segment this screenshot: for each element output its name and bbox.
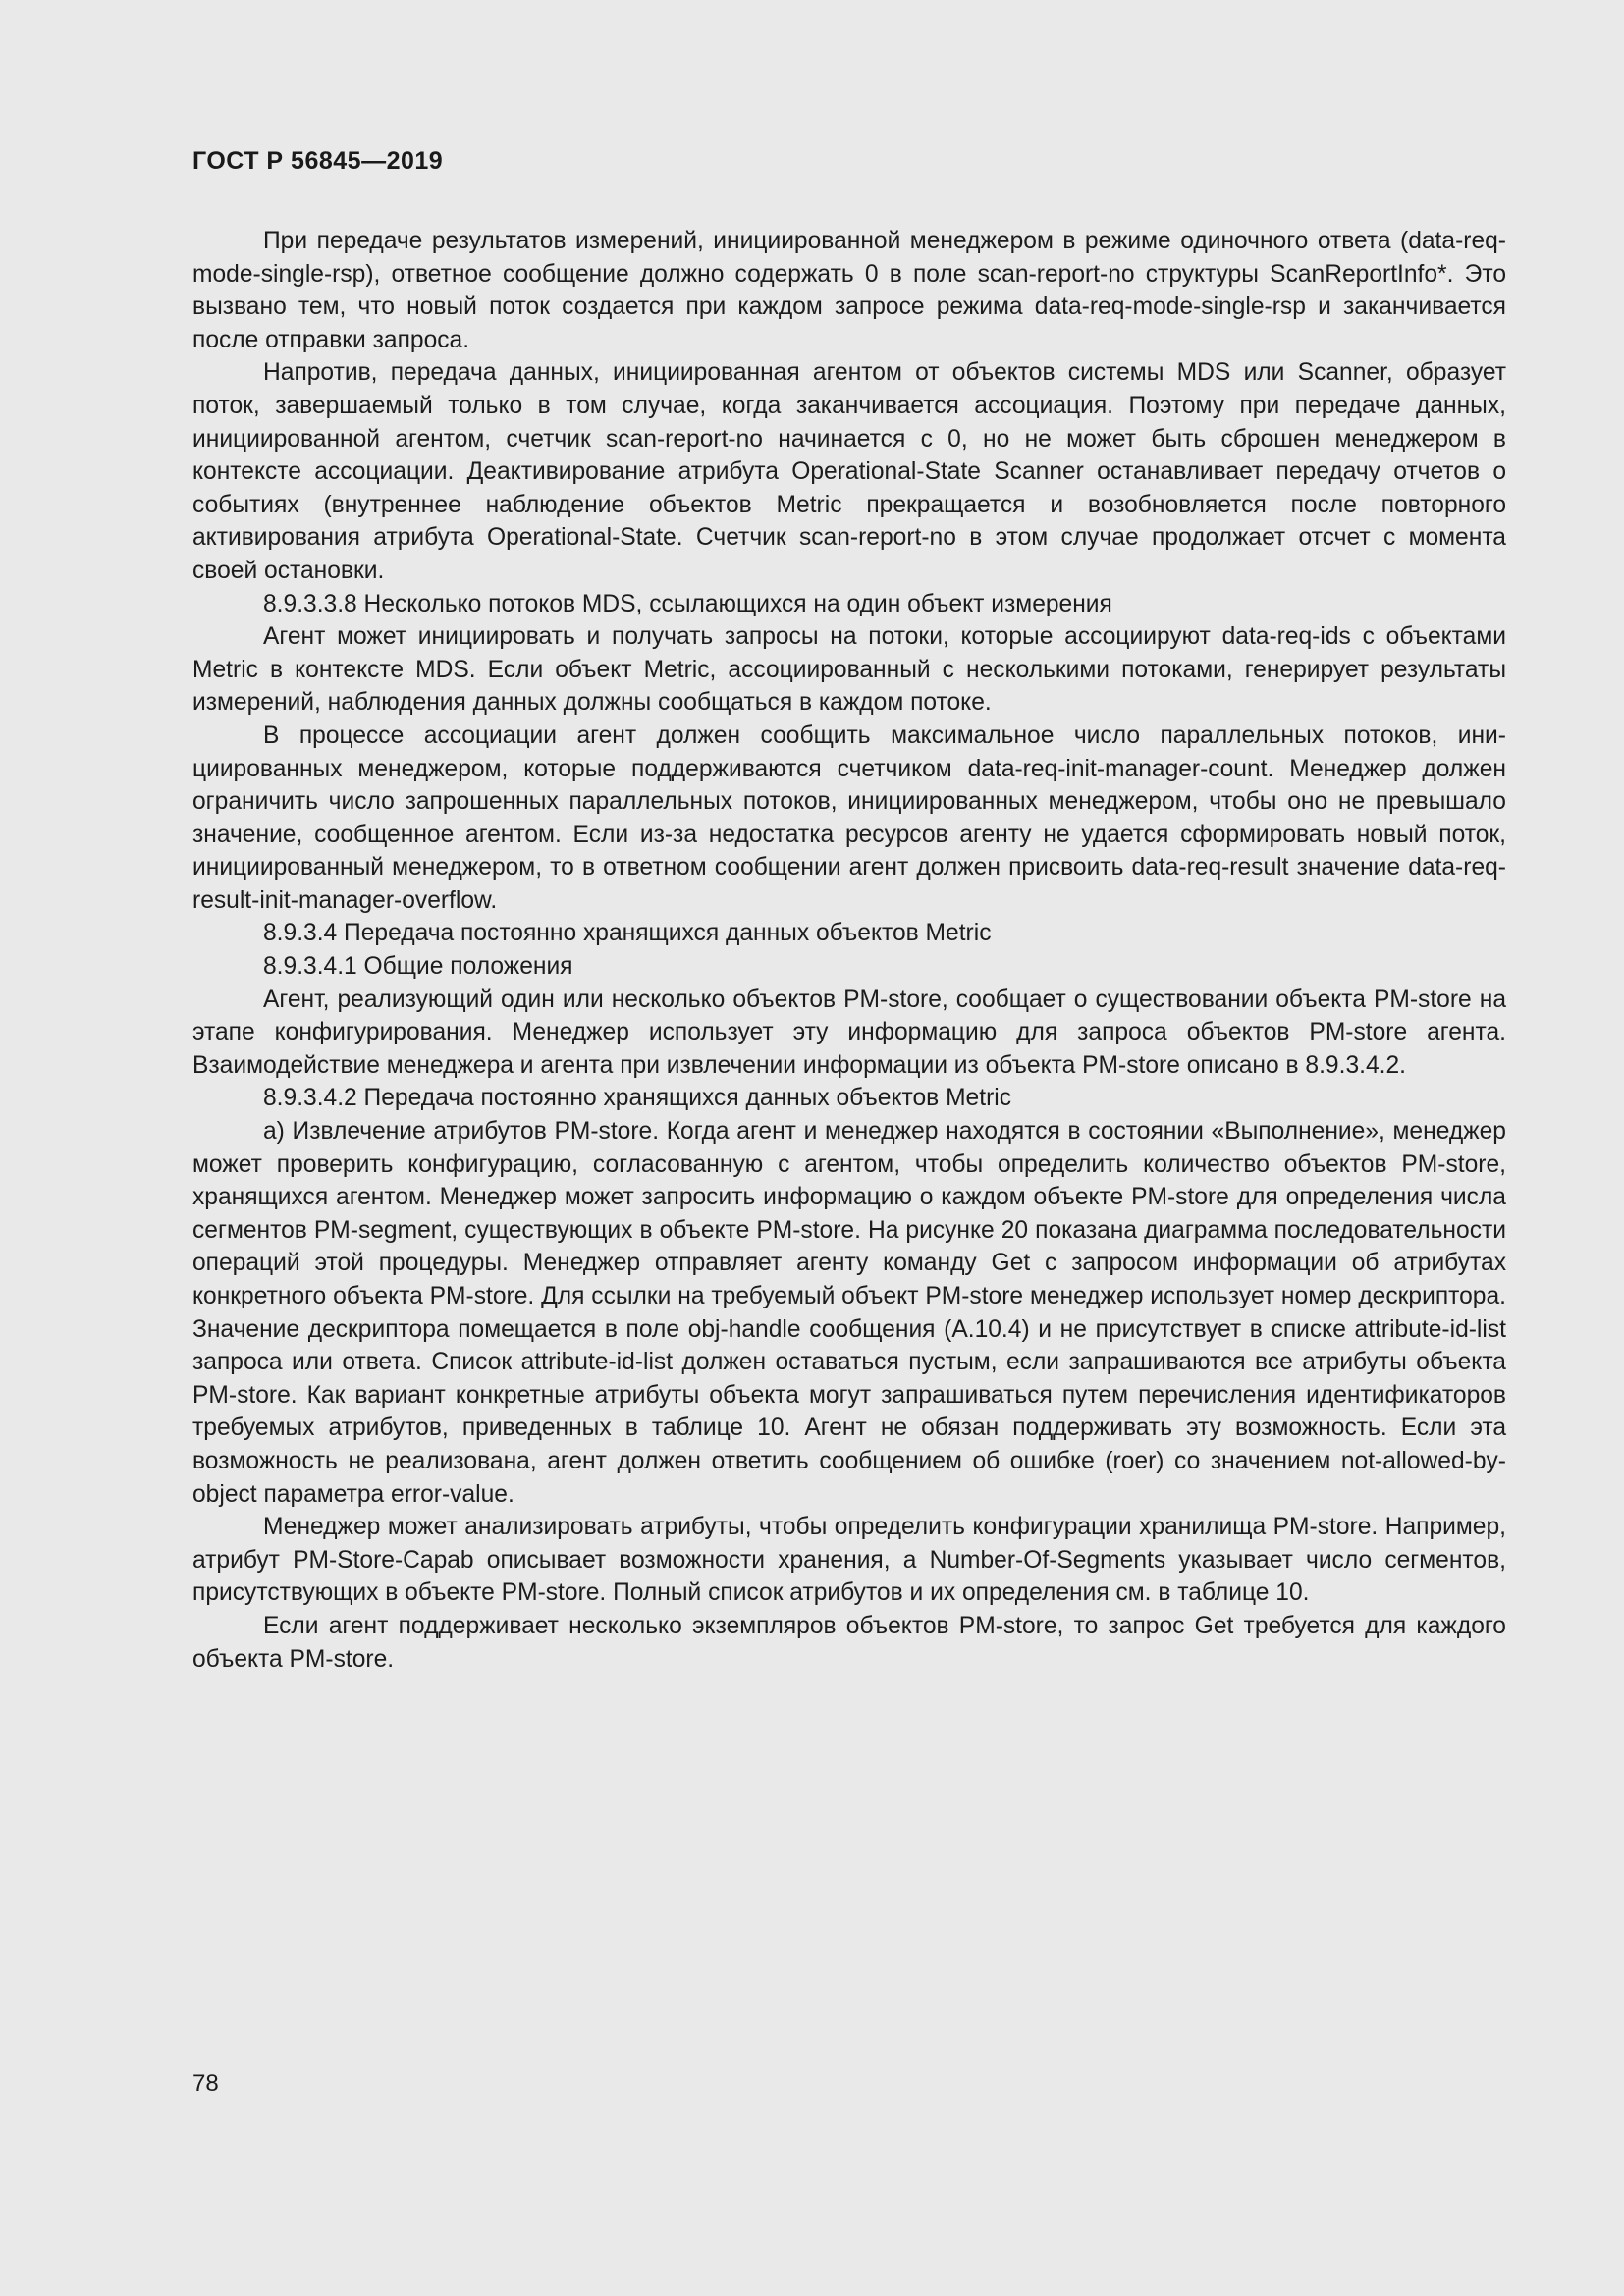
- page-number: 78: [192, 2070, 219, 2097]
- paragraph-agent-initiated: Напротив, передача данных, инициированная агентом от объектов системы MDS или Scanner, образует поток, завершаемый только в том случае, когда заканчивается ассоциация. Поэтому при передаче данных, инициированной агентом, счетчик scan-report-no начинается с 0, но не может быть сброшен менеджером в контексте ассоциации. Деактивирование атрибута Operational-State Scanner останавливает передачу отчетов о событиях (внутреннее наблюдение объектов Metric прекращается и возобновляется после повторного активирования атрибута Operational-State. Счетчик scan-report-no в этом случае продолжает отсчет с момента своей остановки.: [192, 359, 1506, 584]
- section-heading-8-9-3-4-1: 8.9.3.4.1 Общие положения: [263, 953, 573, 981]
- paragraph-association-limit: В процессе ассоциации агент должен сообщить максимальное число параллельных потоков, инициированных менеджером, которые поддерживаются счетчиком data-req-init-manager-count. Менеджер должен ограничить число запрошенных параллельных потоков, инициированных менеджером, чтобы оно не превышало значение, сообщенное агентом. Если из-за недостатка ресурсов агенту не удается сформировать новый поток, инициированный менеджером, то в ответном сообщении агент должен присвоить data-req-result значение data-req-result-init-manager-overflow.: [192, 721, 1506, 914]
- paragraph-pm-store-attributes: a) Извлечение атрибутов PM-store. Когда агент и менеджер находятся в состоянии «Выполнение», менеджер может проверить конфигурацию, согласованную с агентом, чтобы определить количество объектов PM-store, хранящихся агентом. Менеджер может запросить информацию о каждом объекте PM-store для определения числа сегментов PM-segment, существующих в объекте PM-store. На рисунке 20 показана диаграмма последовательности операций этой процедуры. Менеджер отправляет агенту команду Get с запросом информации об атрибутах конкретного объекта PM-store. Для ссылки на требуемый объект PM-store менеджер использует номер дескриптора. Значение дескриптора помещается в поле obj-handle сообщения (A.10.4) и не присутствует в списке attribute-id-list запроса или ответа. Список attribute-id-list должен оставаться пустым, если запрашиваются все атрибуты объекта PM-store. Как вариант конкретные атрибуты объекта могут запрашиваться путем перечисления идентификаторов требуемых атрибутов, приведенных в таблице 10. Агент не обязан поддерживать эту возможность. Если эта возможность не реализована, агент должен ответить сообщением об ошибке (roer) со значением not-allowed-by-object параметра error-value.: [192, 1118, 1506, 1508]
- paragraph-pm-store-multiple: Если агент поддерживает несколько экземпляров объектов PM-store, то запрос Get требуется для каждого объекта PM-store.: [192, 1612, 1506, 1673]
- section-heading-8-9-3-4: 8.9.3.4 Передача постоянно хранящихся данных объектов Metric: [263, 920, 992, 947]
- paragraph-pm-store-general: Агент, реализующий один или несколько объектов PM-store, сообщает о существовании объекта PM-store на этапе конфигурирования. Менеджер использует эту информацию для запроса объектов PM-store агента. Взаимодействие менеджера и агента при извлечении информации из объекта PM-store описано в 8.9.3.4.2.: [192, 986, 1506, 1079]
- paragraph-pm-store-config: Менеджер может анализировать атрибуты, чтобы определить конфигурации хранилища PM-store. Например, атрибут PM-Store-Capab описывает возможности хранения, а Number-Of-Segments указывает число сегментов, присутствующих в объекте PM-store. Полный список атрибутов и их определения см. в таблице 10.: [192, 1514, 1506, 1607]
- section-heading-8-9-3-3-8: 8.9.3.3.8 Несколько потоков MDS, ссылающихся на один объект измерения: [263, 590, 1112, 617]
- document-body: [192, 225, 1506, 1676]
- section-heading-8-9-3-4-2: 8.9.3.4.2 Передача постоянно хранящихся данных объектов Metric: [263, 1085, 1012, 1112]
- paragraph-single-rsp: При передаче результатов измерений, инициированной менеджером в режиме одиночного ответа (data-req-mode-single-rsp), ответное сообщение должно содержать 0 в поле scan-report-no структуры ScanReportInfo*. Это вызвано тем, что новый поток создается при каждом запросе режима data-req-mode-single-rsp и заканчивается после отправки запроса.: [192, 228, 1506, 353]
- document-header: ГОСТ Р 56845—2019: [192, 147, 444, 175]
- paragraph-multiple-streams: Агент может инициировать и получать запросы на потоки, которые ассоциируют data-req-ids с объектами Metric в контексте MDS. Если объект Metric, ассоциированный с несколькими потоками, генерирует результаты измерений, наблюдения данных должны сообщаться в каждом потоке.: [192, 623, 1506, 717]
